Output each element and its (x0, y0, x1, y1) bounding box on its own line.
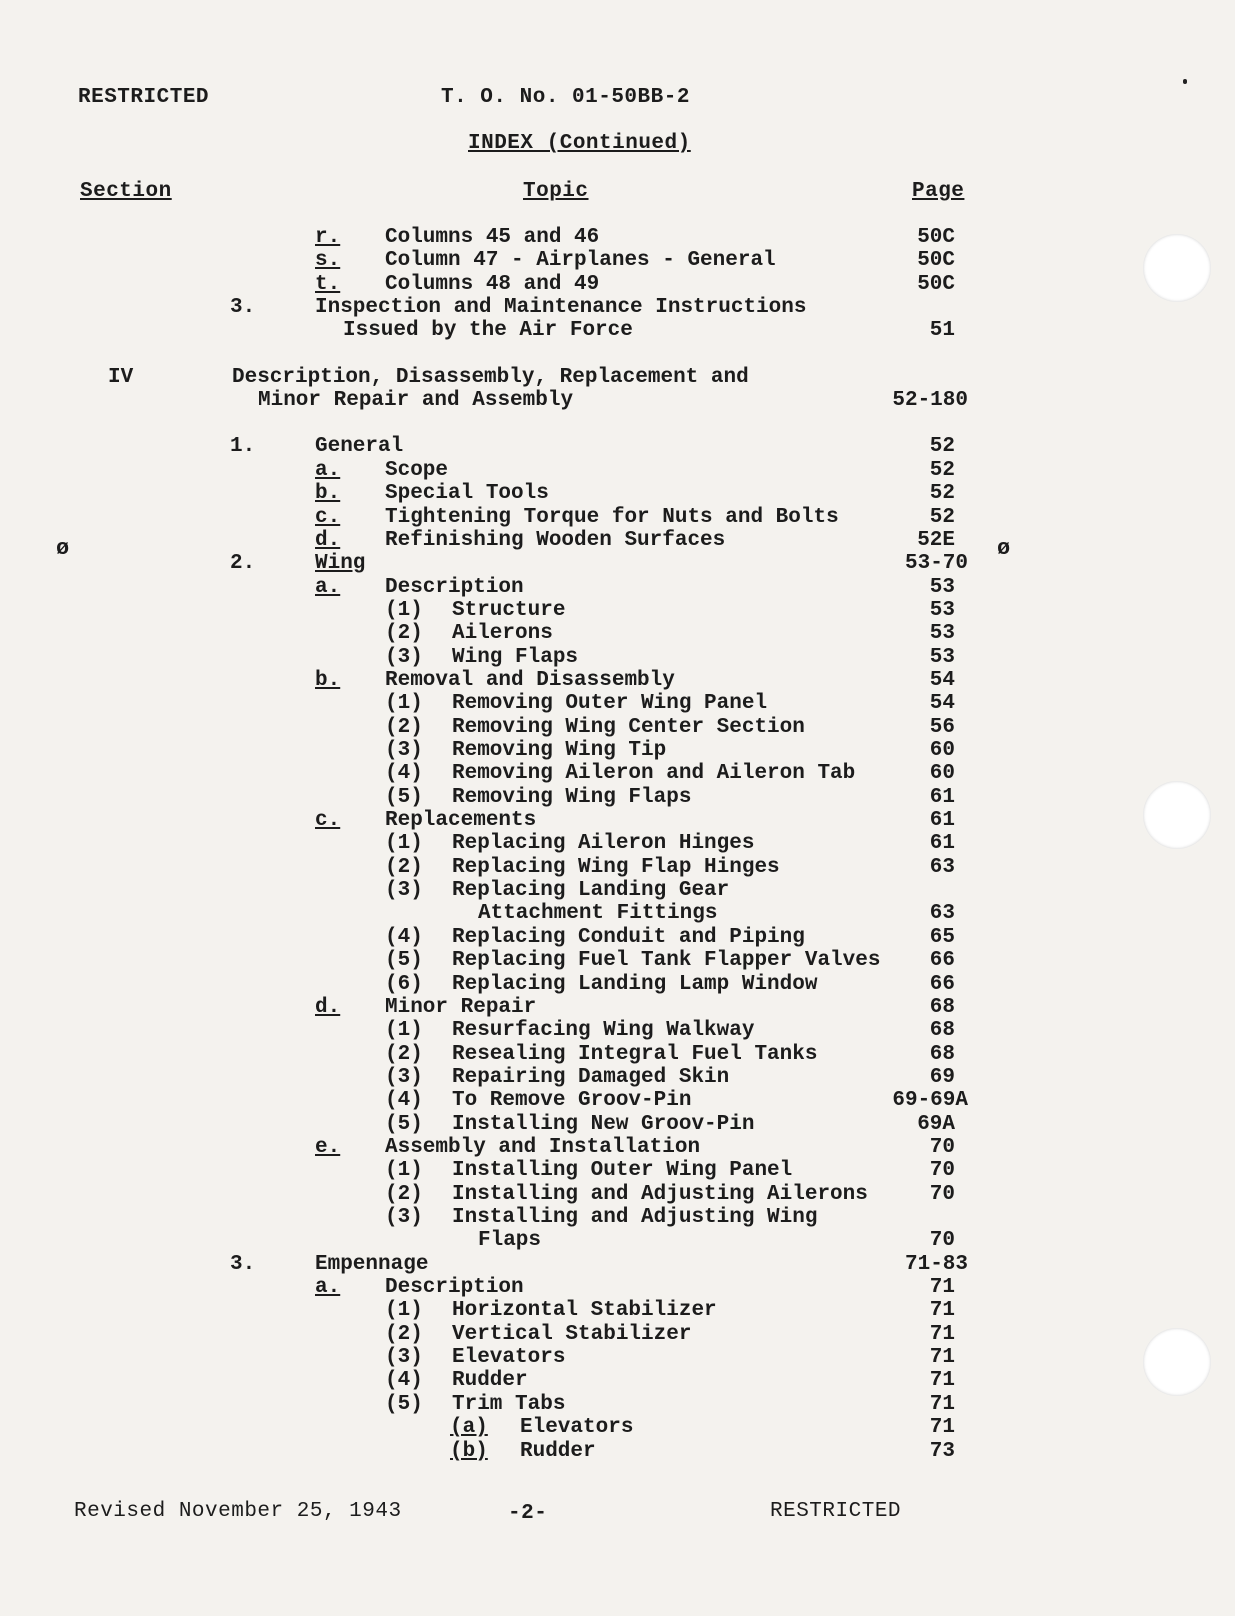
entry-page: 52 (929, 458, 955, 482)
index-title: INDEX (Continued) (468, 132, 691, 155)
entry-page: 71-83 (904, 1252, 968, 1276)
entry-topic: Inspection and Maintenance Instructions (315, 296, 807, 320)
entry-topic: Installing New Groov-Pin (452, 1112, 755, 1136)
entry-page: 52 (929, 505, 955, 529)
entry-page: 56 (929, 715, 955, 739)
entry-topic: Installing and Adjusting Ailerons (452, 1182, 868, 1206)
doc-number: T. O. No. 01-50BB-2 (441, 86, 690, 109)
entry-page: 53 (929, 598, 955, 622)
entry-label: (5) (385, 949, 423, 973)
entry-label: (4) (385, 1369, 423, 1393)
entry-topic: Replacing Aileron Hinges (452, 832, 755, 856)
entry-topic: Removing Wing Center Section (452, 715, 805, 739)
entry-topic: Columns 45 and 46 (385, 226, 600, 249)
entry-page: 70 (929, 1229, 955, 1253)
entry-topic: Removing Aileron and Aileron Tab (452, 762, 856, 786)
entry-topic: Minor Repair (385, 995, 537, 1019)
entry-page: 53 (929, 622, 955, 646)
revision-mark-right: ø (997, 536, 1011, 561)
entry-label: (3) (385, 1346, 423, 1370)
entry-page: 68 (929, 1019, 955, 1043)
entry-label: c. (315, 809, 341, 833)
entry-topic: Empennage (315, 1252, 429, 1276)
entry-topic: Removing Wing Flaps (452, 785, 692, 809)
entry-topic: Replacements (385, 809, 537, 833)
entry-label: (2) (385, 855, 423, 879)
entry-topic: Replacing Conduit and Piping (452, 925, 805, 949)
entry-page: 63 (929, 902, 955, 926)
entry-topic: Replacing Landing Gear (452, 879, 730, 903)
entry-page: 66 (929, 972, 955, 996)
entry-label: (3) (385, 879, 423, 903)
entry-topic: Replacing Wing Flap Hinges (452, 855, 780, 879)
entry-topic: Tightening Torque for Nuts and Bolts (385, 505, 839, 529)
punch-hole (1143, 234, 1211, 302)
entry-topic: Attachment Fittings (478, 902, 718, 926)
entry-page: 63 (929, 855, 955, 879)
entry-label: (2) (385, 715, 423, 739)
entry-label: 2. (230, 552, 256, 576)
entry-page: 66 (929, 949, 955, 973)
entry-topic: Special Tools (385, 482, 549, 506)
entry-label: e. (315, 1135, 341, 1159)
punch-hole (1143, 781, 1211, 849)
entry-page: 52-180 (892, 389, 968, 413)
entry-label: 3. (230, 296, 256, 320)
entry-page: 52 (929, 435, 955, 459)
entry-label: (3) (385, 1206, 423, 1229)
column-header-section: Section (80, 180, 172, 203)
entry-page: 71 (929, 1346, 955, 1370)
entry-topic: Resurfacing Wing Walkway (452, 1019, 755, 1043)
entry-page: 68 (929, 1042, 955, 1066)
entry-label: (4) (385, 925, 423, 949)
entry-topic: Minor Repair and Assembly (258, 389, 574, 413)
entry-topic: Elevators (452, 1346, 566, 1370)
entry-label: (a) (450, 1416, 488, 1440)
entry-topic: Elevators (520, 1416, 634, 1440)
entry-page: 69A (917, 1112, 955, 1136)
entry-page: 71 (929, 1299, 955, 1323)
entry-topic: Removal and Disassembly (385, 668, 675, 692)
entry-page: 60 (929, 762, 955, 786)
classification-left: RESTRICTED (78, 86, 210, 109)
entry-topic: Installing Outer Wing Panel (452, 1159, 793, 1183)
entry-label: d. (315, 995, 341, 1019)
entry-page: 52 (929, 482, 955, 506)
entry-topic: Wing Flaps (452, 645, 579, 669)
entry-page: 51 (929, 319, 955, 343)
entry-page: 50C (917, 226, 955, 249)
entry-page: 71 (929, 1322, 955, 1346)
entry-topic: Scope (385, 458, 449, 482)
entry-topic: Replacing Landing Lamp Window (452, 972, 818, 996)
entry-page: 61 (929, 785, 955, 809)
entry-page: 61 (929, 832, 955, 856)
entry-page: 60 (929, 739, 955, 762)
entry-page: 65 (929, 925, 955, 949)
entry-label: (5) (385, 1392, 423, 1416)
entry-page: 69-69A (892, 1089, 968, 1113)
entry-page: 53 (929, 575, 955, 599)
entry-label: (3) (385, 645, 423, 669)
entry-page: 71 (929, 1416, 955, 1440)
entry-topic: Description (385, 1276, 524, 1300)
entry-page: 69 (929, 1065, 955, 1089)
entry-label: 3. (230, 1252, 256, 1276)
entry-label: (6) (385, 972, 423, 996)
entry-label: (4) (385, 1089, 423, 1113)
entry-topic: Installing and Adjusting Wing (452, 1206, 818, 1229)
entry-label: r. (315, 226, 341, 249)
entry-topic: Description, Disassembly, Replacement and (232, 365, 749, 389)
entry-topic: Refinishing Wooden Surfaces (385, 528, 726, 552)
entry-page: 71 (929, 1392, 955, 1416)
entry-topic: Columns 48 and 49 (385, 272, 600, 296)
entry-topic: Column 47 - Airplanes - General (385, 249, 776, 273)
classification-right: RESTRICTED (770, 1500, 902, 1523)
entry-label: (3) (385, 1065, 423, 1089)
entry-topic: Trim Tabs (452, 1392, 566, 1416)
entry-topic: Rudder (452, 1369, 528, 1393)
entry-topic: General (315, 435, 404, 459)
entry-label: (3) (385, 739, 423, 762)
ink-dot (1183, 79, 1187, 84)
entry-page: 73 (929, 1439, 955, 1463)
entry-label: (5) (385, 785, 423, 809)
entry-label: (1) (385, 832, 423, 856)
entry-page: 54 (929, 692, 955, 716)
entry-label: b. (315, 482, 341, 506)
entry-topic: Description (385, 575, 524, 599)
entry-page: 71 (929, 1369, 955, 1393)
entry-page: 54 (929, 668, 955, 692)
entry-page: 68 (929, 995, 955, 1019)
entry-page: 52E (917, 528, 955, 552)
entry-page: 53-70 (904, 552, 968, 576)
entry-label: a. (315, 575, 341, 599)
entry-label: (2) (385, 622, 423, 646)
entry-label: (2) (385, 1182, 423, 1206)
entry-topic: Horizontal Stabilizer (452, 1299, 717, 1323)
column-header-topic: Topic (523, 180, 589, 203)
column-header-page: Page (912, 180, 965, 203)
entry-label: (4) (385, 762, 423, 786)
entry-label: (1) (385, 692, 423, 716)
entry-page: 70 (929, 1159, 955, 1183)
entry-label: (1) (385, 1299, 423, 1323)
entry-label: (2) (385, 1042, 423, 1066)
entry-label: t. (315, 272, 341, 296)
entry-label: (1) (385, 1159, 423, 1183)
entry-topic: Removing Outer Wing Panel (452, 692, 768, 716)
revised-date: Revised November 25, 1943 (74, 1500, 402, 1523)
entry-topic: Flaps (478, 1229, 542, 1253)
entry-page: 50C (917, 272, 955, 296)
entry-page: 53 (929, 645, 955, 669)
entry-label: 1. (230, 435, 256, 459)
entry-topic: Ailerons (452, 622, 553, 646)
punch-hole (1143, 1328, 1211, 1396)
entry-page: 70 (929, 1135, 955, 1159)
entry-topic: Rudder (520, 1439, 596, 1463)
entry-label: (2) (385, 1322, 423, 1346)
entry-label: (1) (385, 598, 423, 622)
entry-label: d. (315, 528, 341, 552)
entry-label: c. (315, 505, 341, 529)
entry-topic: Wing (315, 552, 366, 576)
revision-mark-left: ø (56, 536, 70, 561)
entry-page: 61 (929, 809, 955, 833)
entry-page: 71 (929, 1276, 955, 1300)
entry-topic: Vertical Stabilizer (452, 1322, 692, 1346)
entry-topic: Structure (452, 598, 566, 622)
section-number: IV (108, 365, 134, 389)
entry-topic: To Remove Groov-Pin (452, 1089, 692, 1113)
entry-topic: Removing Wing Tip (452, 739, 667, 762)
entry-topic: Resealing Integral Fuel Tanks (452, 1042, 818, 1066)
entry-label: a. (315, 458, 341, 482)
entry-label: b. (315, 668, 341, 692)
entry-label: (1) (385, 1019, 423, 1043)
entry-page: 50C (917, 249, 955, 273)
entry-label: (5) (385, 1112, 423, 1136)
entry-topic: Assembly and Installation (385, 1135, 701, 1159)
page-number: -2- (508, 1502, 548, 1525)
entry-page: 70 (929, 1182, 955, 1206)
entry-label: s. (315, 249, 341, 273)
entry-label: (b) (450, 1439, 488, 1463)
entry-label: a. (315, 1276, 341, 1300)
entry-topic: Issued by the Air Force (343, 319, 633, 343)
entry-topic: Repairing Damaged Skin (452, 1065, 730, 1089)
entry-topic: Replacing Fuel Tank Flapper Valves (452, 949, 881, 973)
